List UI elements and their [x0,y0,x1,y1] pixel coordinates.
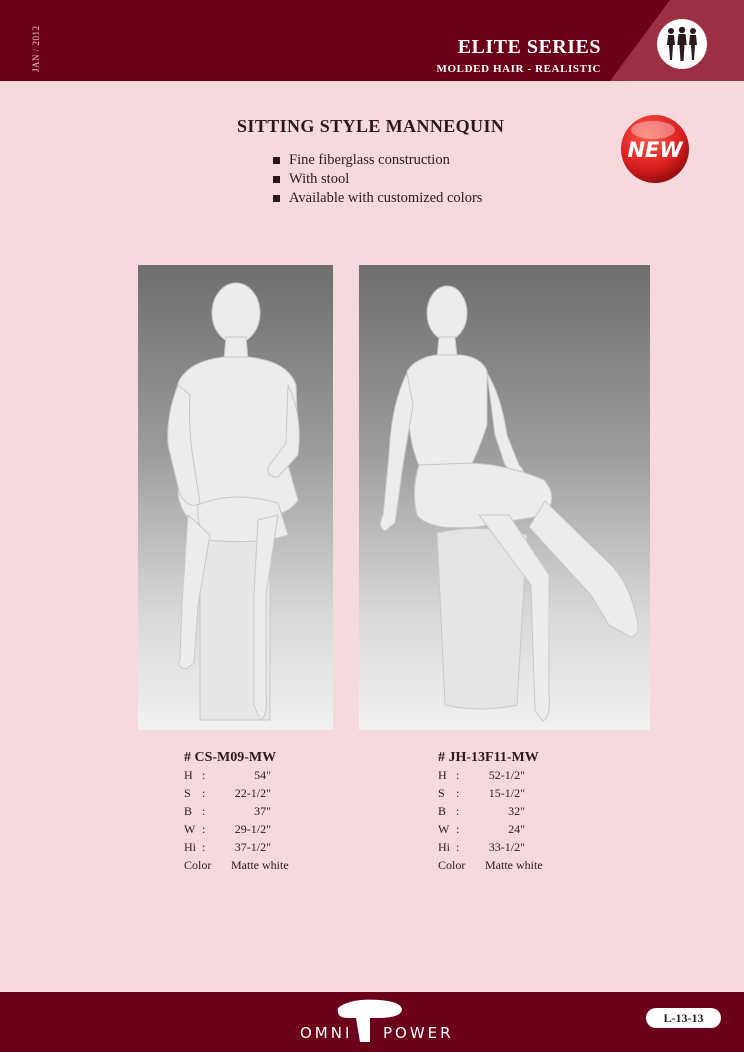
new-badge [620,114,690,184]
spec-row-height: H : 54" [184,768,271,782]
spec-row-hip: Hi : 37-1/2" [184,840,271,854]
feature-text: Fine fiberglass construction [289,152,450,168]
spec-row-hip: Hi : 33-1/2" [438,840,525,854]
brand-name-power: POWER [383,1024,454,1042]
page-number: L-13-13 [646,1008,721,1028]
female-mannequin-photo [359,265,650,730]
product-spec-cs-m09-mw [184,749,289,874]
page-title: SITTING STYLE MANNEQUIN [237,116,505,136]
spec-row-color: Color Matte white [438,858,543,872]
spec-row-shoulder: S : 22-1/2" [184,786,271,800]
series-title: ELITE SERIES [457,36,601,58]
spec-row-color: Color Matte white [184,858,289,872]
bullet-icon [273,195,280,202]
spec-row-height: H : 52-1/2" [438,768,525,782]
brand-name-omni: OMNI [300,1024,353,1042]
header-bar [0,0,744,81]
feature-list [273,151,482,208]
feature-text: With stool [289,171,350,187]
product-spec-jh-13f11-mw [438,749,543,874]
feature-item [273,151,482,170]
mannequin-group-icon [657,19,707,69]
male-mannequin-photo [138,265,333,730]
issue-date: JAN / 2012 [31,25,41,72]
feature-item [273,170,482,189]
new-badge-text: NEW [627,138,683,162]
product-code: # CS-M09-MW [184,750,277,765]
bullet-icon [273,176,280,183]
spec-row-waist: W : 29-1/2" [184,822,271,836]
spec-row-waist: W : 24" [438,822,525,836]
feature-item [273,189,482,208]
spec-row-bust: B : 32" [438,804,525,818]
feature-text: Available with customized colors [289,190,483,206]
product-code: # JH-13F11-MW [438,750,539,765]
series-subtitle: MOLDED HAIR - REALISTIC [436,63,601,75]
spec-row-bust: B : 37" [184,804,271,818]
bullet-icon [273,157,280,164]
spec-row-shoulder: S : 15-1/2" [438,786,525,800]
